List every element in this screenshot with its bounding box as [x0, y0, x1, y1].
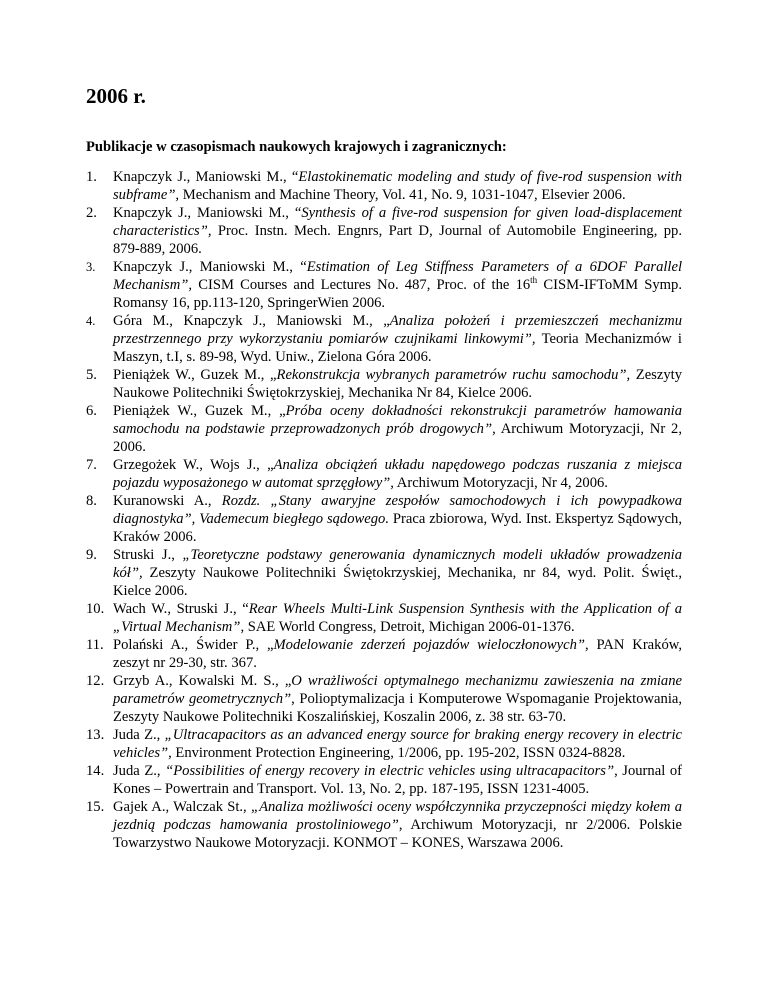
item-number: 8. — [86, 493, 97, 509]
publication-item — [86, 546, 682, 600]
item-number: 6. — [86, 403, 97, 419]
item-number: 15. — [86, 799, 105, 815]
publication-text: , Environment Protection Engineering, 1/2006, pp. 195-202, ISSN 0324-8828. — [168, 745, 626, 761]
publication-text: Zeszyty Naukowe Politechniki Świętokrzyskiej, Mechanika Nr 84, Kielce 2006. — [113, 367, 682, 401]
publication-title: Analiza położeń i przemieszczeń mechanizmu przestrzennego przy wykorzystaniu pomiarów czujnikami linkowymi”, — [113, 313, 682, 347]
publication-title: Rekonstrukcja wybranych parametrów ruchu samochodu”, — [276, 367, 631, 383]
publication-text: Archiwum Motoryzacji, Nr 4, 2006. — [393, 475, 608, 491]
publication-title: „Ultracapacitors as an advanced energy source for braking energy recovery in electric vehicles” — [113, 727, 682, 761]
publication-item — [86, 726, 682, 762]
publication-item — [86, 312, 682, 366]
publication-text: Pieniążek W., Guzek M., „ — [113, 403, 286, 419]
publication-title: „Teoretyczne podstawy generowania dynamicznych modeli układów prowadzenia kół”, — [113, 547, 682, 581]
publication-title: Estimation of Leg Stiffness Parameters of a 6DOF Parallel Mechanism”, — [113, 259, 683, 293]
publication-text: Struski J., — [113, 547, 183, 563]
publication-title: Próba oceny dokładności rekonstrukcji parametrów hamowania samochodu na podstawie przeprowadzonych prób drogowych”, — [113, 403, 682, 437]
publication-item — [86, 762, 682, 798]
item-number: 3. — [86, 260, 96, 274]
publication-item — [86, 168, 682, 204]
item-number: 7. — [86, 457, 97, 473]
publication-item — [86, 798, 682, 852]
publication-item — [86, 600, 682, 636]
superscript: th — [530, 275, 538, 286]
publication-text: , SAE World Congress, Detroit, Michigan 2006-01-1376. — [240, 619, 575, 635]
publication-text: CISM Courses and Lectures No. 487, Proc. of the 16 — [192, 277, 531, 293]
publication-text: , Journal of Kones – Powertrain and Transport. Vol. 13, No. 2, pp. 187-195, ISSN 1231-4005. — [113, 763, 682, 797]
publication-item — [86, 672, 682, 726]
item-number: 12. — [86, 673, 105, 689]
publication-text: Grzegożek W., Wojs J., „ — [113, 457, 274, 473]
publication-text: Zeszyty Naukowe Politechniki Świętokrzyskiej, Mechanika, nr 84, wyd. Polit. Święt., Kielce 2006. — [113, 565, 682, 599]
publication-list — [86, 168, 682, 852]
publication-text: Mechanism and Machine Theory, Vol. 41, No. 9, 1031-1047, Elsevier 2006. — [179, 187, 626, 203]
publication-title: Elastokinematic modeling and study of five-rod suspension with subframe”, — [113, 169, 682, 203]
publication-item — [86, 402, 682, 456]
publication-title: „Analiza możliwości oceny współczynnika przyczepności między kołem a jezdnią podczas hamowania prostoliniowego” — [113, 799, 683, 833]
publication-item — [86, 204, 682, 258]
section-heading: Publikacje w czasopismach naukowych krajowych i zagranicznych: — [86, 139, 507, 155]
item-number: 9. — [86, 547, 97, 563]
publication-text: Knapczyk J., Maniowski M., “ — [113, 259, 307, 275]
publication-text: , Archiwum Motoryzacji, nr 2/2006. Polskie Towarzystwo Naukowe Motoryzacji. KONMOT – KONES, Warszawa 2006. — [113, 817, 682, 851]
publication-text: , Polioptymalizacja i Komputerowe Wspomaganie Projektowania, Zeszyty Naukowe Politechniki Koszalińskiej, Koszalin 2006, z. 38 str. 63-70. — [113, 691, 682, 725]
year-heading: 2006 r. — [86, 84, 146, 108]
publication-title: Rozdz. „Stany awaryjne zespołów samochodowych i ich powypadkowa diagnostyka”, Vademecum biegłego sądowego. — [113, 493, 682, 527]
publication-text: Teoria Mechanizmów i Maszyn, t.I, s. 89-98, Wyd. Uniw., Zielona Góra 2006. — [113, 331, 682, 365]
publication-text: Kuranowski A., — [113, 493, 222, 509]
publication-title: Modelowanie zderzeń pojazdów wieloczłonowych” — [273, 637, 585, 653]
publication-text: Proc. Instn. Mech. Engnrs, Part D, Journal of Automobile Engineering, pp. 879-889, 2006. — [113, 223, 682, 257]
publication-text: Praca zbiorowa, Wyd. Inst. Ekspertyz Sądowych, Kraków 2006. — [113, 511, 682, 545]
publication-title: O wrażliwości optymalnego mechanizmu zawieszenia na zmiane parametrów geometrycznych” — [113, 673, 682, 707]
publication-text: Pieniążek W., Guzek M., „ — [113, 367, 277, 383]
publication-text: Juda Z., — [113, 763, 166, 779]
publication-title: Synthesis of a five-rod suspension for given load-displacement characteristics”, — [113, 205, 682, 239]
publication-text: Juda Z., — [113, 727, 165, 743]
item-number: 1. — [86, 169, 97, 185]
publication-item — [86, 456, 682, 492]
publication-text: CISM-IFToMM Symp. Romansy 16, pp.113-120, SpringerWien 2006. — [113, 277, 682, 311]
publication-item — [86, 366, 682, 402]
item-number: 10. — [86, 601, 105, 617]
item-number: 5. — [86, 367, 97, 383]
item-number: 4. — [86, 314, 96, 328]
publication-item — [86, 492, 682, 546]
publication-text: Gajek A., Walczak St., — [113, 799, 251, 815]
publication-title: Rear Wheels Multi-Link Suspension Synthesis with the Application of a „Virtual Mechanism” — [113, 601, 682, 635]
item-number: 11. — [86, 637, 104, 653]
publication-text: Góra M., Knapczyk J., Maniowski M., „ — [113, 313, 390, 329]
publication-text: Knapczyk J., Maniowski M., “ — [113, 205, 302, 221]
item-number: 13. — [86, 727, 105, 743]
document-page — [86, 84, 682, 852]
item-number: 2. — [86, 205, 97, 221]
publication-title: Analiza obciążeń układu napędowego podczas ruszania z miejsca pojazdu wyposażonego w automat sprzęgłowy”, — [113, 457, 682, 491]
publication-text: Polański A., Świder P., „ — [113, 637, 274, 653]
publication-text: , PAN Kraków, zeszyt nr 29-30, str. 367. — [113, 637, 682, 671]
publication-title: “Possibilities of energy recovery in electric vehicles using ultracapacitors” — [165, 763, 615, 779]
item-number: 14. — [86, 763, 105, 779]
publication-text: Knapczyk J., Maniowski M., “ — [113, 169, 299, 185]
publication-text: Wach W., Struski J., “ — [113, 601, 249, 617]
publication-text: Archiwum Motoryzacji, Nr 2, 2006. — [113, 421, 682, 455]
publication-item — [86, 258, 682, 312]
publication-text: Grzyb A., Kowalski M. S., „ — [113, 673, 292, 689]
publication-item — [86, 636, 682, 672]
